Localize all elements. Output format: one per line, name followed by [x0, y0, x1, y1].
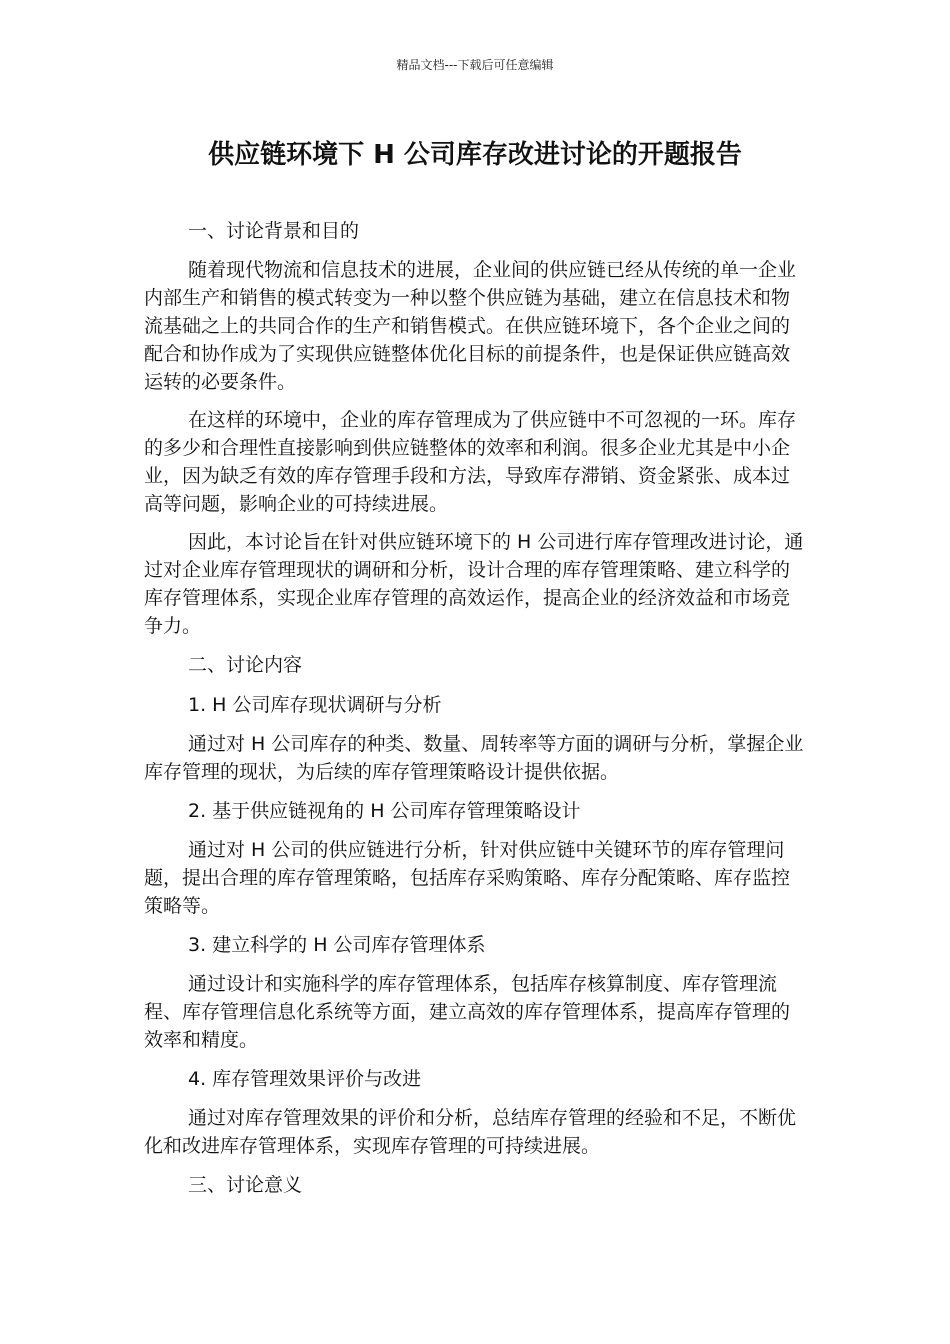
paragraph-background-1: 随着现代物流和信息技术的进展，企业间的供应链已经从传统的单一企业内部生产和销售的模式转变为一种以整个供应链为基础，建立在信息技术和物流基础之上的共同合作的生产和销售模式。在供应链环境下，各个企业之间的配合和协作成为了实现供应链整体优化目标的前提条件，也是保证供应链高效运转的必要条件。	[144, 259, 797, 393]
item-paragraph-4: 通过对库存管理效果的评价和分析，总结库存管理的经验和不足，不断优化和改进库存管理体系，实现库存管理的可持续进展。	[144, 1107, 797, 1157]
item-heading-2: 2. 基于供应链视角的 H 公司库存管理策略设计	[188, 800, 581, 822]
item-paragraph-3: 通过设计和实施科学的库存管理体系，包括库存核算制度、库存管理流程、库存管理信息化系统等方面，建立高效的库存管理体系，提高库存管理的效率和精度。	[144, 973, 791, 1051]
item-heading-4: 4. 库存管理效果评价与改进	[188, 1068, 422, 1090]
document-title: 供应链环境下 H 公司库存改进讨论的开题报告	[208, 140, 742, 170]
paragraph-background-3: 因此，本讨论旨在针对供应链环境下的 H 公司进行库存管理改进讨论，通过对企业库存管理现状的调研和分析，设计合理的库存管理策略、建立科学的库存管理体系，实现企业库存管理的高效运作，提高企业的经济效益和市场竞争力。	[144, 531, 804, 637]
item-paragraph-2: 通过对 H 公司的供应链进行分析，针对供应链中关键环节的库存管理问题，提出合理的库存管理策略，包括库存采购策略、库存分配策略、库存监控策略等。	[144, 839, 791, 917]
item-heading-1: 1. H 公司库存现状调研与分析	[188, 694, 442, 716]
item-paragraph-1: 通过对 H 公司库存的种类、数量、周转率等方面的调研与分析，掌握企业库存管理的现状，为后续的库存管理策略设计提供依据。	[144, 733, 804, 783]
item-heading-3: 3. 建立科学的 H 公司库存管理体系	[188, 934, 486, 956]
section-heading-background: 一、讨论背景和目的	[188, 220, 360, 242]
document-body	[144, 216, 804, 1210]
section-heading-content: 二、讨论内容	[188, 654, 303, 676]
page-header: 精品文档---下载后可任意编辑	[396, 58, 554, 72]
section-heading-significance: 三、讨论意义	[188, 1174, 303, 1196]
paragraph-background-2: 在这样的环境中，企业的库存管理成为了供应链中不可忽视的一环。库存的多少和合理性直接影响到供应链整体的效率和利润。很多企业尤其是中小企业，因为缺乏有效的库存管理手段和方法，导致库存滞销、资金紧张、成本过高等问题，影响企业的可持续进展。	[144, 409, 797, 515]
